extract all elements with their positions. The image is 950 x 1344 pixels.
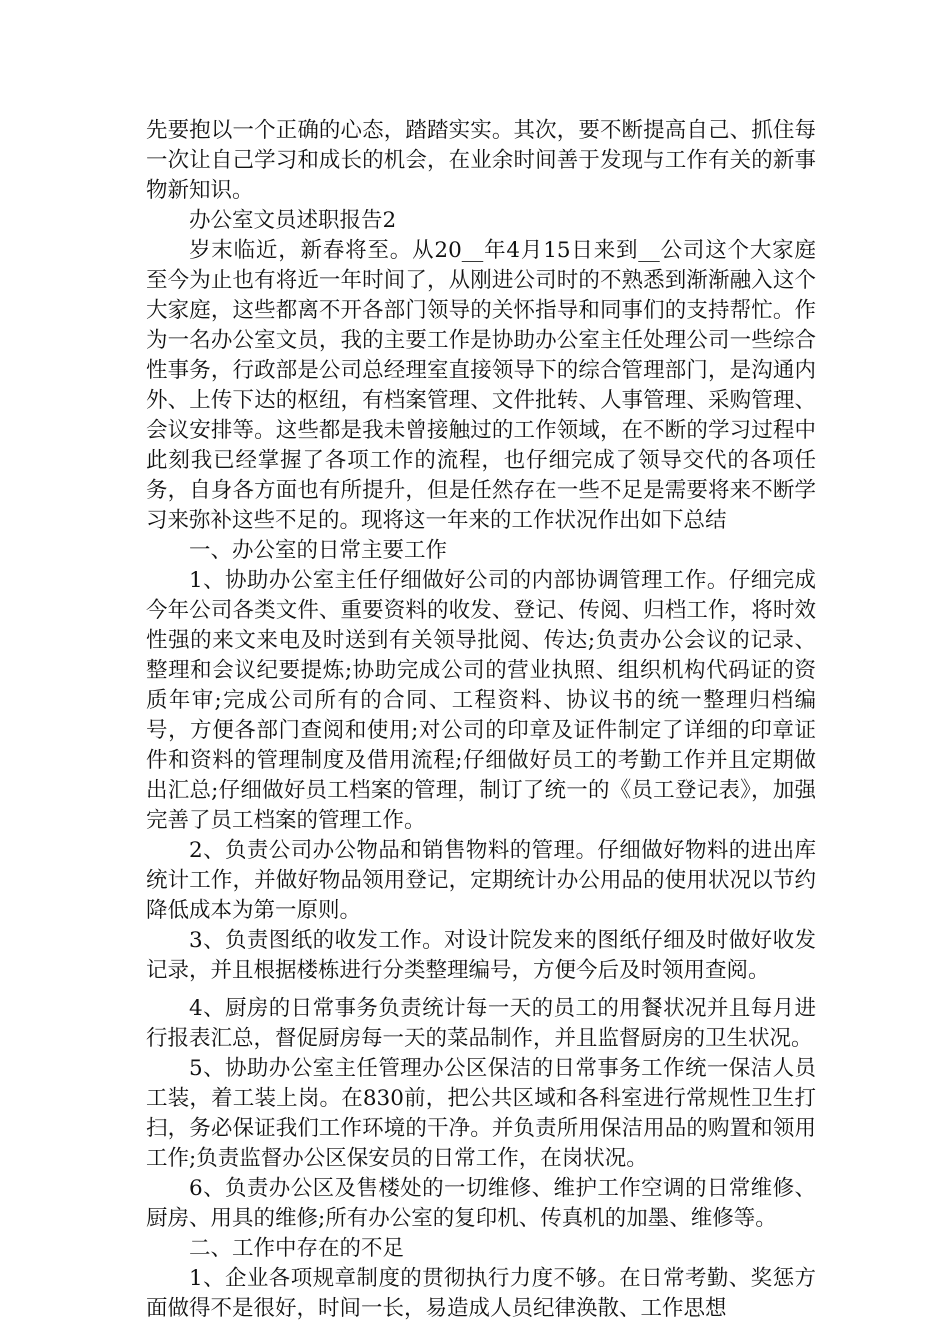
item-4-paragraph: 4、厨房的日常事务负责统计每一天的员工的用餐状况并且每月进行报表汇总，督促厨房每一天的菜品制作，并且监督厨房的卫生状况。: [146, 996, 816, 1051]
report-title: 办公室文员述职报告2: [189, 208, 397, 233]
item-2-paragraph: 2、负责公司办公物品和销售物料的管理。仔细做好物料的进出库统计工作，并做好物品领用登记，定期统计办公用品的使用状况以节约降低成本为第一原则。: [146, 838, 816, 923]
intro-paragraph: 先要抱以一个正确的心态，踏踏实实。其次，要不断提高自己、抓住每一次让自己学习和成长的机会，在业余时间善于发现与工作有关的新事物新知识。: [146, 118, 816, 203]
shortcoming-1-paragraph: 1、企业各项规章制度的贯彻执行力度不够。在日常考勤、奖惩方面做得不是很好，时间一长，易造成人员纪律涣散、工作思想: [146, 1266, 816, 1321]
section-heading-daily-work: 一、办公室的日常主要工作: [189, 538, 448, 563]
section-heading-shortcomings: 二、工作中存在的不足: [189, 1236, 405, 1261]
item-1-paragraph: 1、协助办公室主任仔细做好公司的内部协调管理工作。仔细完成今年公司各类文件、重要资料的收发、登记、传阅、归档工作，将时效性强的来文来电及时送到有关领导批阅、传达;负责办公会议的记录、整理和会议纪要提炼;协助完成公司的营业执照、组织机构代码证的资质年审;完成公司所有的合同、工程资料、协议书的统一整理归档编号，方便各部门查阅和使用;对公司的印章及证件制定了详细的印章证件和资料的管理制度及借用流程;仔细做好员工的考勤工作并且定期做出汇总;仔细做好员工档案的管理，制订了统一的《员工登记表》，加强完善了员工档案的管理工作。: [146, 568, 816, 833]
document-body: [146, 116, 816, 1324]
item-3-paragraph: 3、负责图纸的收发工作。对设计院发来的图纸仔细及时做好收发记录，并且根据楼栋进行分类整理编号，方便今后及时领用查阅。: [146, 928, 816, 983]
item-6-paragraph: 6、负责办公区及售楼处的一切维修、维护工作空调的日常维修、厨房、用具的维修;所有办公室的复印机、传真机的加墨、维修等。: [146, 1176, 816, 1231]
item-5-paragraph: 5、协助办公室主任管理办公区保洁的日常事务工作统一保洁人员工装，着工装上岗。在830前，把公共区域和各科室进行常规性卫生打扫，务必保证我们工作环境的干净。并负责所用保洁用品的购置和领用工作;负责监督办公区保安员的日常工作，在岗状况。: [146, 1056, 816, 1171]
opening-paragraph: 岁末临近，新春将至。从20__年4月15日来到__公司这个大家庭至今为止也有将近一年时间了，从刚进公司时的不熟悉到渐渐融入这个大家庭，这些都离不开各部门领导的关怀指导和同事们的支持帮忙。作为一名办公室文员，我的主要工作是协助办公室主任处理公司一些综合性事务，行政部是公司总经理室直接领导下的综合管理部门，是沟通内外、上传下达的枢纽，有档案管理、文件批转、人事管理、采购管理、会议安排等。这些都是我未曾接触过的工作领域，在不断的学习过程中此刻我已经掌握了各项工作的流程，也仔细完成了领导交代的各项任务，自身各方面也有所提升，但是任然存在一些不足是需要将来不断学习来弥补这些不足的。现将这一年来的工作状况作出如下总结: [146, 238, 816, 533]
